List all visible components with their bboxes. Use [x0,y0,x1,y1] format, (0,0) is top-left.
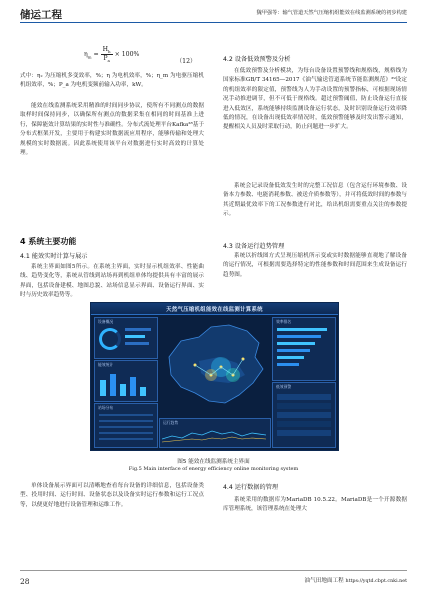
left-para-1: 式中：η₂ 为压缩机多变效率，%；η 为电机效率，%；η_m 为电驱压缩机机组效率，%；P_a 为电机变频前输入功率，kW。 [20,73,204,89]
eq-numerator: H [102,46,109,53]
panel-low-efficiency-warning [272,382,336,448]
section-4-4-heading: 4.4 运行数据的管理 [223,484,279,491]
equation-12: $\eta_m$ = $\frac{H_h}{P_a}$ × 100% [84,46,140,64]
section-4-3-heading: 4.3 设备运行趋势管理 [223,243,285,250]
left-para-2: 能效在线监测系统采用精准的时间同步协议，使所有不同测点的数据取样时间保持同步，以确保所有测点的数据采集在相同的时间基准上进行，保障能效计算结果的实时性与准确性。分布式流处理平台Kafka²⁸基于分布式框架开发，主要用于构建实时数据流应用程序，能够传输和处理大规模的实时数据流。因此系统使用该平台对数据进行实时高效的计算处理。 [20,103,204,157]
eq-tail: × 100% [114,51,140,59]
panel-efficiency-ranking [272,317,336,381]
header-rule [20,22,407,23]
panel-trend [159,418,271,448]
right-para-2: 系统会记录设备低效发生时的完整工况信息（包含运行环境参数、设备本力参数、电能消耗参数、被送介质参数等），并可将低效时间的参数与其近期最优效率下的工况参数进行对比，给出机组需要重点关注的参数提示。 [223,183,407,218]
footer-rule [20,570,407,571]
eq-lhs-sub: m [87,54,92,60]
right-para-4: 系统采用的数据库为MariaDB 10.5.22。MariaDB是一个开源数据库管理系统，该管理系统在处理大 [223,497,407,513]
screen-title: 天然气压缩机组能效在线监测计算系统 [166,307,263,313]
panel-station-distribution-title: 站场分布 [98,405,114,410]
panel-trend-title: 运行趋势 [163,420,179,425]
figure-caption-en: Fig.5 Main interface of energy efficiency online monitoring system [128,466,299,472]
panel-overview [94,317,158,359]
china-map [159,317,269,415]
left-para-3: 系统主界面如图5所示。在系统主界面，实时显示机组效率、性能曲线、趋势变化等，系统从管线到站场再到机组单体均提供具有丰富的展示界面，包括设备建模、地图总貌、站场信息显示界面、设备运行界面、实时与历史效率趋势等。 [20,264,204,299]
panel-efficiency-stats [94,360,158,402]
left-para-4: 单体设备展示界面可以清晰地查看每台设备的详细信息，包括设备类型、投用时间、运行时间、设备状态以及设备实时运行参数和运行工况点等，以便更好地进行设备管理和运维工作。 [20,483,204,508]
footer-url: https://yqtd.cbpt.cnki.net [345,579,407,584]
eq-denominator: P [103,55,108,63]
section-4-1-heading: 4.1 能效实时计算与展示 [20,253,88,260]
panel-efficiency-ranking-title: 效率排名 [276,319,292,324]
eq-lhs: η [84,51,88,59]
footer-journal-name: 油气田地面工程 [304,578,344,584]
figure-5-screen [90,302,339,451]
page-number: 28 [20,577,30,586]
eq-denominator-sub: a [107,58,110,64]
panel-overview-title: 设备概况 [98,319,114,324]
right-para-1: 在低效预警及分析模块，为每台设备设置预警线和规格线，规格线为国家标准GB/T 34165—2017《油气输送管道系统节能监测规范》²⁹设定的机组效率的限定值，预警线为人为手动设置的预警指标，可根据现场情况手动推进调节，但不可低于规格线。超过预警阈值，防止设备运行直接进入低效区，系统能够持续监测设备运行状态，及时识别设备运行效率降低的情况，在设备出现低效率情况时，低效预警能够及时发出警示通知，提醒相关人员及时采取行动，防止问题进一步扩大。 [223,68,407,131]
panel-low-efficiency-warning-title: 低效预警 [276,384,292,389]
eq-numerator-sub: h [108,49,111,55]
section-4-2-heading: 4.2 设备低效预警及分析 [223,56,291,63]
running-title: 魏甲强等：输气管道天然气压缩机组能效在线监测系统的初步构建 [256,10,407,16]
footer-journal [305,576,407,584]
panel-efficiency-stats-title: 能效统计 [98,362,114,367]
section-4-heading: 4 系统主要功能 [20,237,77,246]
right-para-3: 系统以折线图方式呈现压缩机所示变或实时数据能够直观地了解设备的运行情况，可根据需要选择特定的性能参数和时间范围来生成设备运行趋势图。 [223,253,407,278]
panel-station-distribution [94,403,158,448]
equation-number: （12） [176,58,197,65]
figure-caption-cn: 图5 能效在线监测系统主界面 [177,459,250,465]
journal-name: 储运工程 [20,9,62,21]
